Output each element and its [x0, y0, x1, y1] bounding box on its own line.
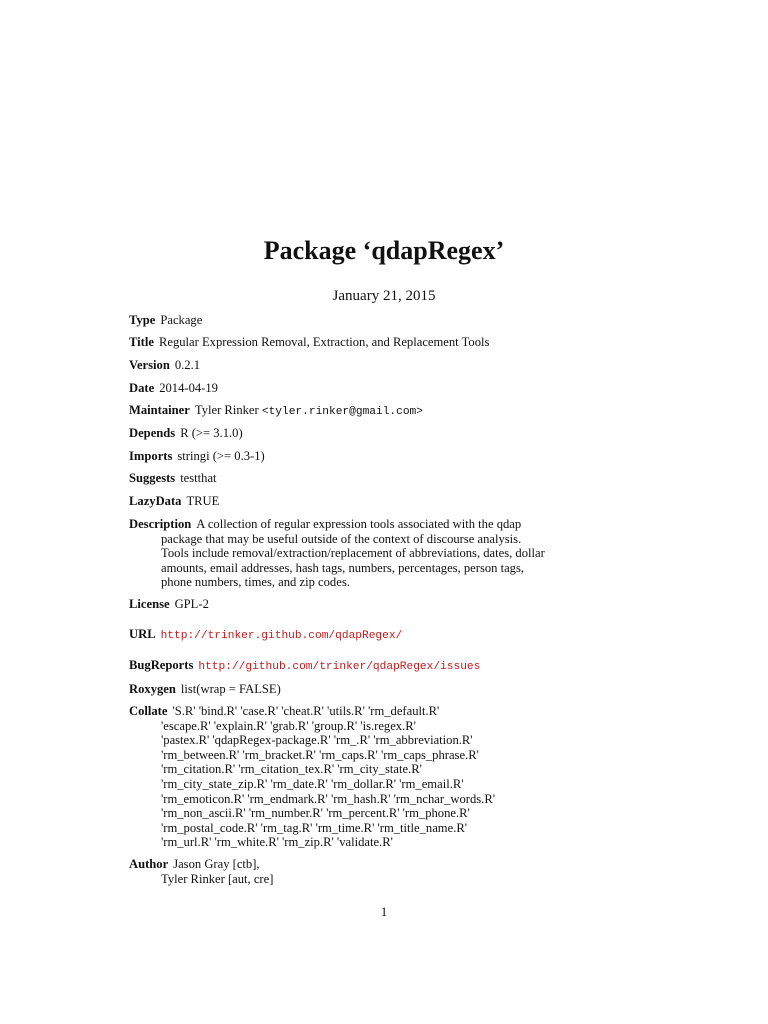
field-value: 2014-04-19: [159, 381, 218, 395]
field-key: License: [129, 597, 170, 611]
field-license: [129, 597, 549, 612]
description-line: amounts, email addresses, hash tags, numbers, percentages, person tags,: [161, 560, 525, 575]
collate-line: 'rm_citation.R' 'rm_citation_tex.R' 'rm_city_state.R': [161, 762, 422, 777]
field-key: Type: [129, 313, 156, 327]
collate-line: 'rm_city_state_zip.R' 'rm_date.R' 'rm_dollar.R' 'rm_email.R': [161, 776, 464, 791]
maintainer-email: <tyler.rinker@gmail.com>: [261, 406, 423, 418]
description-line: Tools include removal/extraction/replacement of abbreviations, dates, dollar: [161, 546, 545, 561]
collate-line: 'rm_emoticon.R' 'rm_endmark.R' 'rm_hash.R' 'rm_nchar_words.R': [161, 791, 495, 806]
field-description: [129, 517, 609, 590]
description-line: phone numbers, times, and zip codes.: [161, 575, 350, 590]
field-value: Jason Gray [ctb],: [173, 857, 260, 871]
field-key: Author: [129, 857, 169, 871]
field-key: Suggests: [129, 471, 176, 485]
field-value: testthat: [180, 471, 217, 485]
collate-line: 'rm_non_ascii.R' 'rm_number.R' 'rm_percent.R' 'rm_phone.R': [161, 806, 470, 821]
field-value: Package: [160, 313, 203, 327]
field-roxygen: [129, 682, 549, 697]
field-collate: [129, 704, 609, 850]
document-date: January 21, 2015: [332, 288, 436, 304]
collate-line: 'rm_between.R' 'rm_bracket.R' 'rm_caps.R' 'rm_caps_phrase.R': [161, 747, 479, 762]
field-value: list(wrap = FALSE): [180, 682, 281, 696]
author-line: Tyler Rinker [aut, cre]: [161, 871, 274, 886]
field-depends: [129, 426, 549, 441]
field-version: [129, 358, 549, 373]
field-value: Regular Expression Removal, Extraction, and Replacement Tools: [158, 335, 490, 349]
field-author: [129, 857, 549, 886]
field-key: URL: [129, 627, 156, 641]
field-value: stringi (>= 0.3-1): [177, 449, 265, 463]
collate-line: 'pastex.R' 'qdapRegex-package.R' 'rm_.R' 'rm_abbreviation.R': [161, 733, 473, 748]
field-value: 'S.R' 'bind.R' 'case.R' 'cheat.R' 'utils.R' 'rm_default.R': [172, 704, 440, 718]
field-maintainer: [129, 403, 609, 420]
field-key: Version: [129, 358, 170, 372]
field-key: LazyData: [129, 494, 182, 508]
description-line: package that may be useful outside of the context of discourse analysis.: [161, 531, 522, 546]
field-date: [129, 381, 549, 396]
field-key: Description: [129, 517, 192, 531]
field-suggests: [129, 471, 549, 486]
field-key: BugReports: [129, 658, 194, 672]
page-number: 1: [380, 905, 388, 919]
field-key: Maintainer: [129, 403, 190, 417]
field-key: Date: [129, 381, 155, 395]
field-url: [129, 627, 609, 644]
field-value: A collection of regular expression tools associated with the qdap: [196, 517, 522, 531]
field-imports: [129, 449, 549, 464]
field-title: [129, 335, 609, 350]
collate-line: 'escape.R' 'explain.R' 'grab.R' 'group.R' 'is.regex.R': [161, 718, 416, 733]
field-lazydata: [129, 494, 549, 509]
page-title: Package ‘qdapRegex’: [263, 236, 505, 265]
field-key: Title: [129, 335, 154, 349]
collate-line: 'rm_postal_code.R' 'rm_tag.R' 'rm_time.R' 'rm_title_name.R': [161, 820, 468, 835]
field-value: TRUE: [186, 494, 220, 508]
field-type: [129, 313, 549, 328]
field-value: 0.2.1: [174, 358, 201, 372]
field-key: Roxygen: [129, 682, 176, 696]
url-link[interactable]: http://trinker.github.com/qdapRegex/: [160, 630, 403, 642]
field-key: Collate: [129, 704, 168, 718]
field-key: Depends: [129, 426, 176, 440]
collate-line: 'rm_url.R' 'rm_white.R' 'rm_zip.R' 'validate.R': [161, 835, 393, 850]
field-value: R (>= 3.1.0): [180, 426, 243, 440]
field-bugreports: [129, 658, 609, 675]
field-value: GPL-2: [174, 597, 209, 611]
bugreports-link[interactable]: http://github.com/trinker/qdapRegex/issues: [198, 661, 481, 673]
field-key: Imports: [129, 449, 173, 463]
field-value: Tyler Rinker: [194, 403, 259, 417]
